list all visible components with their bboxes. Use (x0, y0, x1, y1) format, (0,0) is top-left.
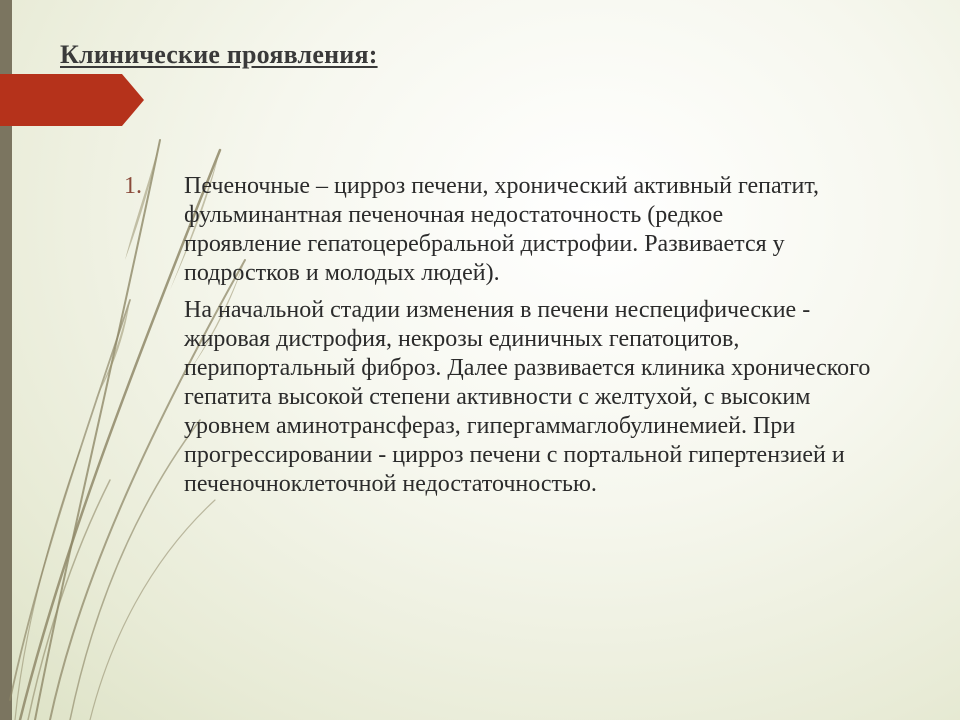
list-item-text: Печеночные – цирроз печени, хронический активный гепатит, фульминантная печеночная недостаточность (редкое проявление гепатоцеребральной дистрофии. Развивается у подростков и молодых людей). (184, 173, 820, 286)
list-number: 1. (124, 173, 142, 199)
slide-title: Клинические проявления: (60, 40, 378, 69)
title-banner-shape (0, 74, 144, 126)
list-item (124, 172, 884, 288)
slide-content (124, 172, 884, 499)
body-paragraph: На начальной стадии изменения в печени неспецифические - жировая дистрофия, некрозы единичных гепатоцитов, перипортальный фиброз. Далее развивается клиника хронического гепатита высокой степени активности с желтухой, с высоким уровнем аминотрансфераз, гипергаммаглобулинемией. При прогрессировании - цирроз печени с портальной гипертензией и печеночноклеточной недостаточностью. (184, 297, 871, 497)
